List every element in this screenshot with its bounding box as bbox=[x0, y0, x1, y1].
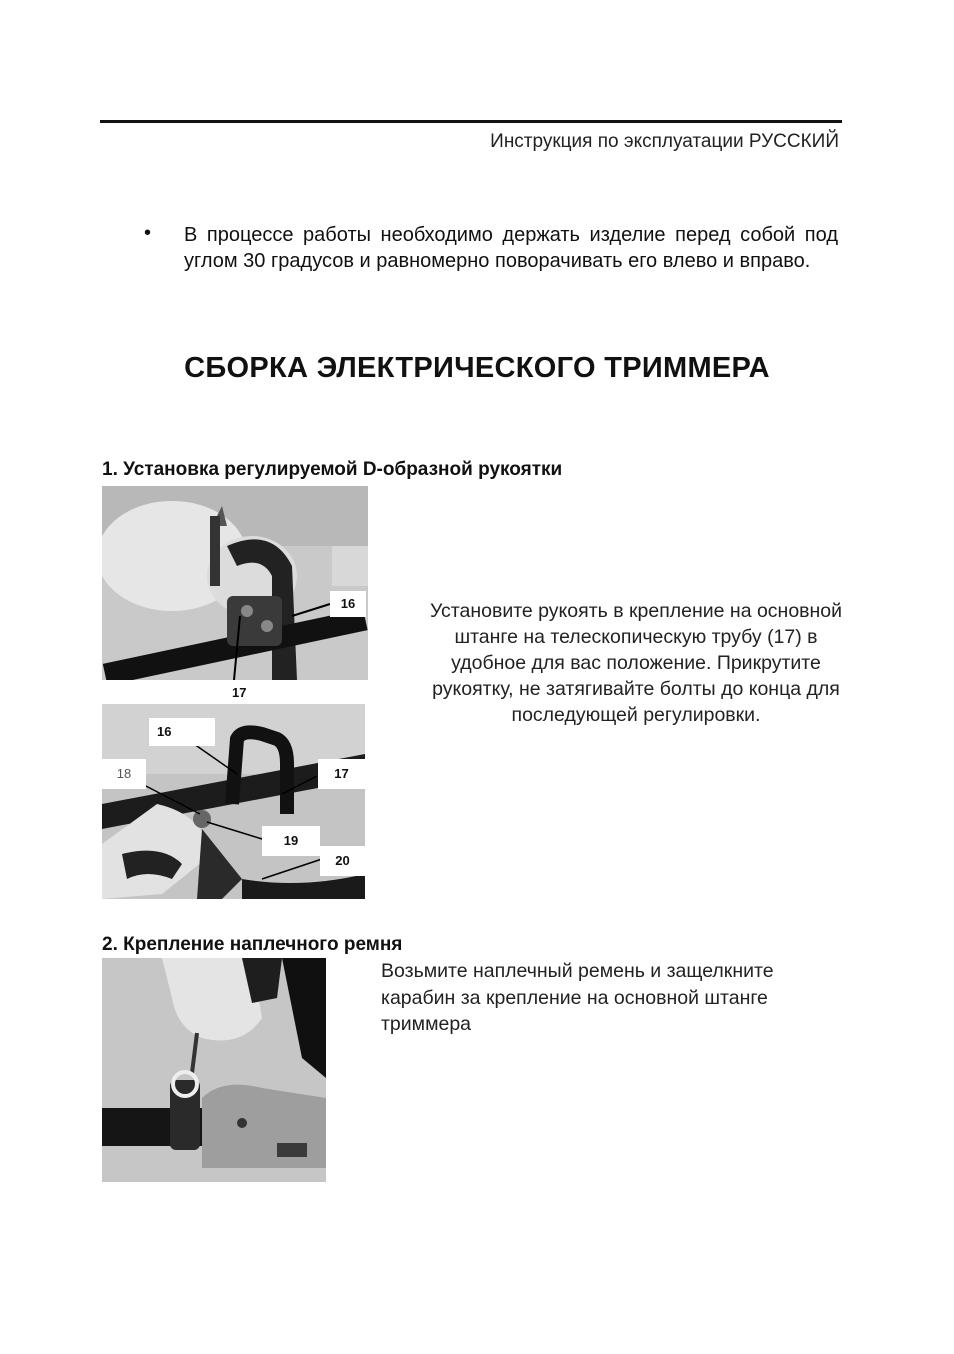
photo-handle-mount-image bbox=[102, 486, 368, 680]
photo2-label-18: 18 bbox=[102, 759, 146, 789]
bullet-marker: • bbox=[144, 222, 152, 244]
photo1-caption-17: 17 bbox=[232, 685, 247, 700]
photo-strap-carabiner-image bbox=[102, 958, 326, 1182]
section1-heading: 1. Установка регулируемой D-образной рукоятки bbox=[102, 459, 563, 480]
section2-text: Возьмите наплечный ремень и защелкните карабин за крепление на основной штанге триммера bbox=[381, 960, 774, 1035]
photo2-label-16: 16 bbox=[149, 718, 215, 746]
photo-handle-mount bbox=[102, 486, 368, 680]
photo2-label-19: 19 bbox=[262, 826, 320, 856]
photo-strap-carabiner bbox=[102, 958, 326, 1182]
photo2-label-20: 20 bbox=[320, 846, 365, 876]
header-rule bbox=[100, 120, 842, 123]
section2-heading: 2. Крепление наплечного ремня bbox=[102, 934, 403, 955]
section1-text: Установите рукоять в крепление на основной штанге на телескопическую трубу (17) в удобное для вас положение. Прикрутите рукоятку, не затягивайте болты до конца для последующей регулировки. bbox=[429, 600, 843, 726]
photo2-label-17: 17 bbox=[318, 759, 365, 789]
bullet-text: В процессе работы необходимо держать изделие перед собой под углом 30 градусов и равномерно поворачивать его влево и вправо. bbox=[184, 224, 838, 272]
photo-handle-detail bbox=[102, 704, 365, 899]
page-header: Инструкция по эксплуатации РУССКИЙ bbox=[490, 131, 839, 152]
photo1-label-16: 16 bbox=[330, 591, 366, 617]
page-title: СБОРКА ЭЛЕКТРИЧЕСКОГО ТРИММЕРА bbox=[184, 352, 770, 384]
